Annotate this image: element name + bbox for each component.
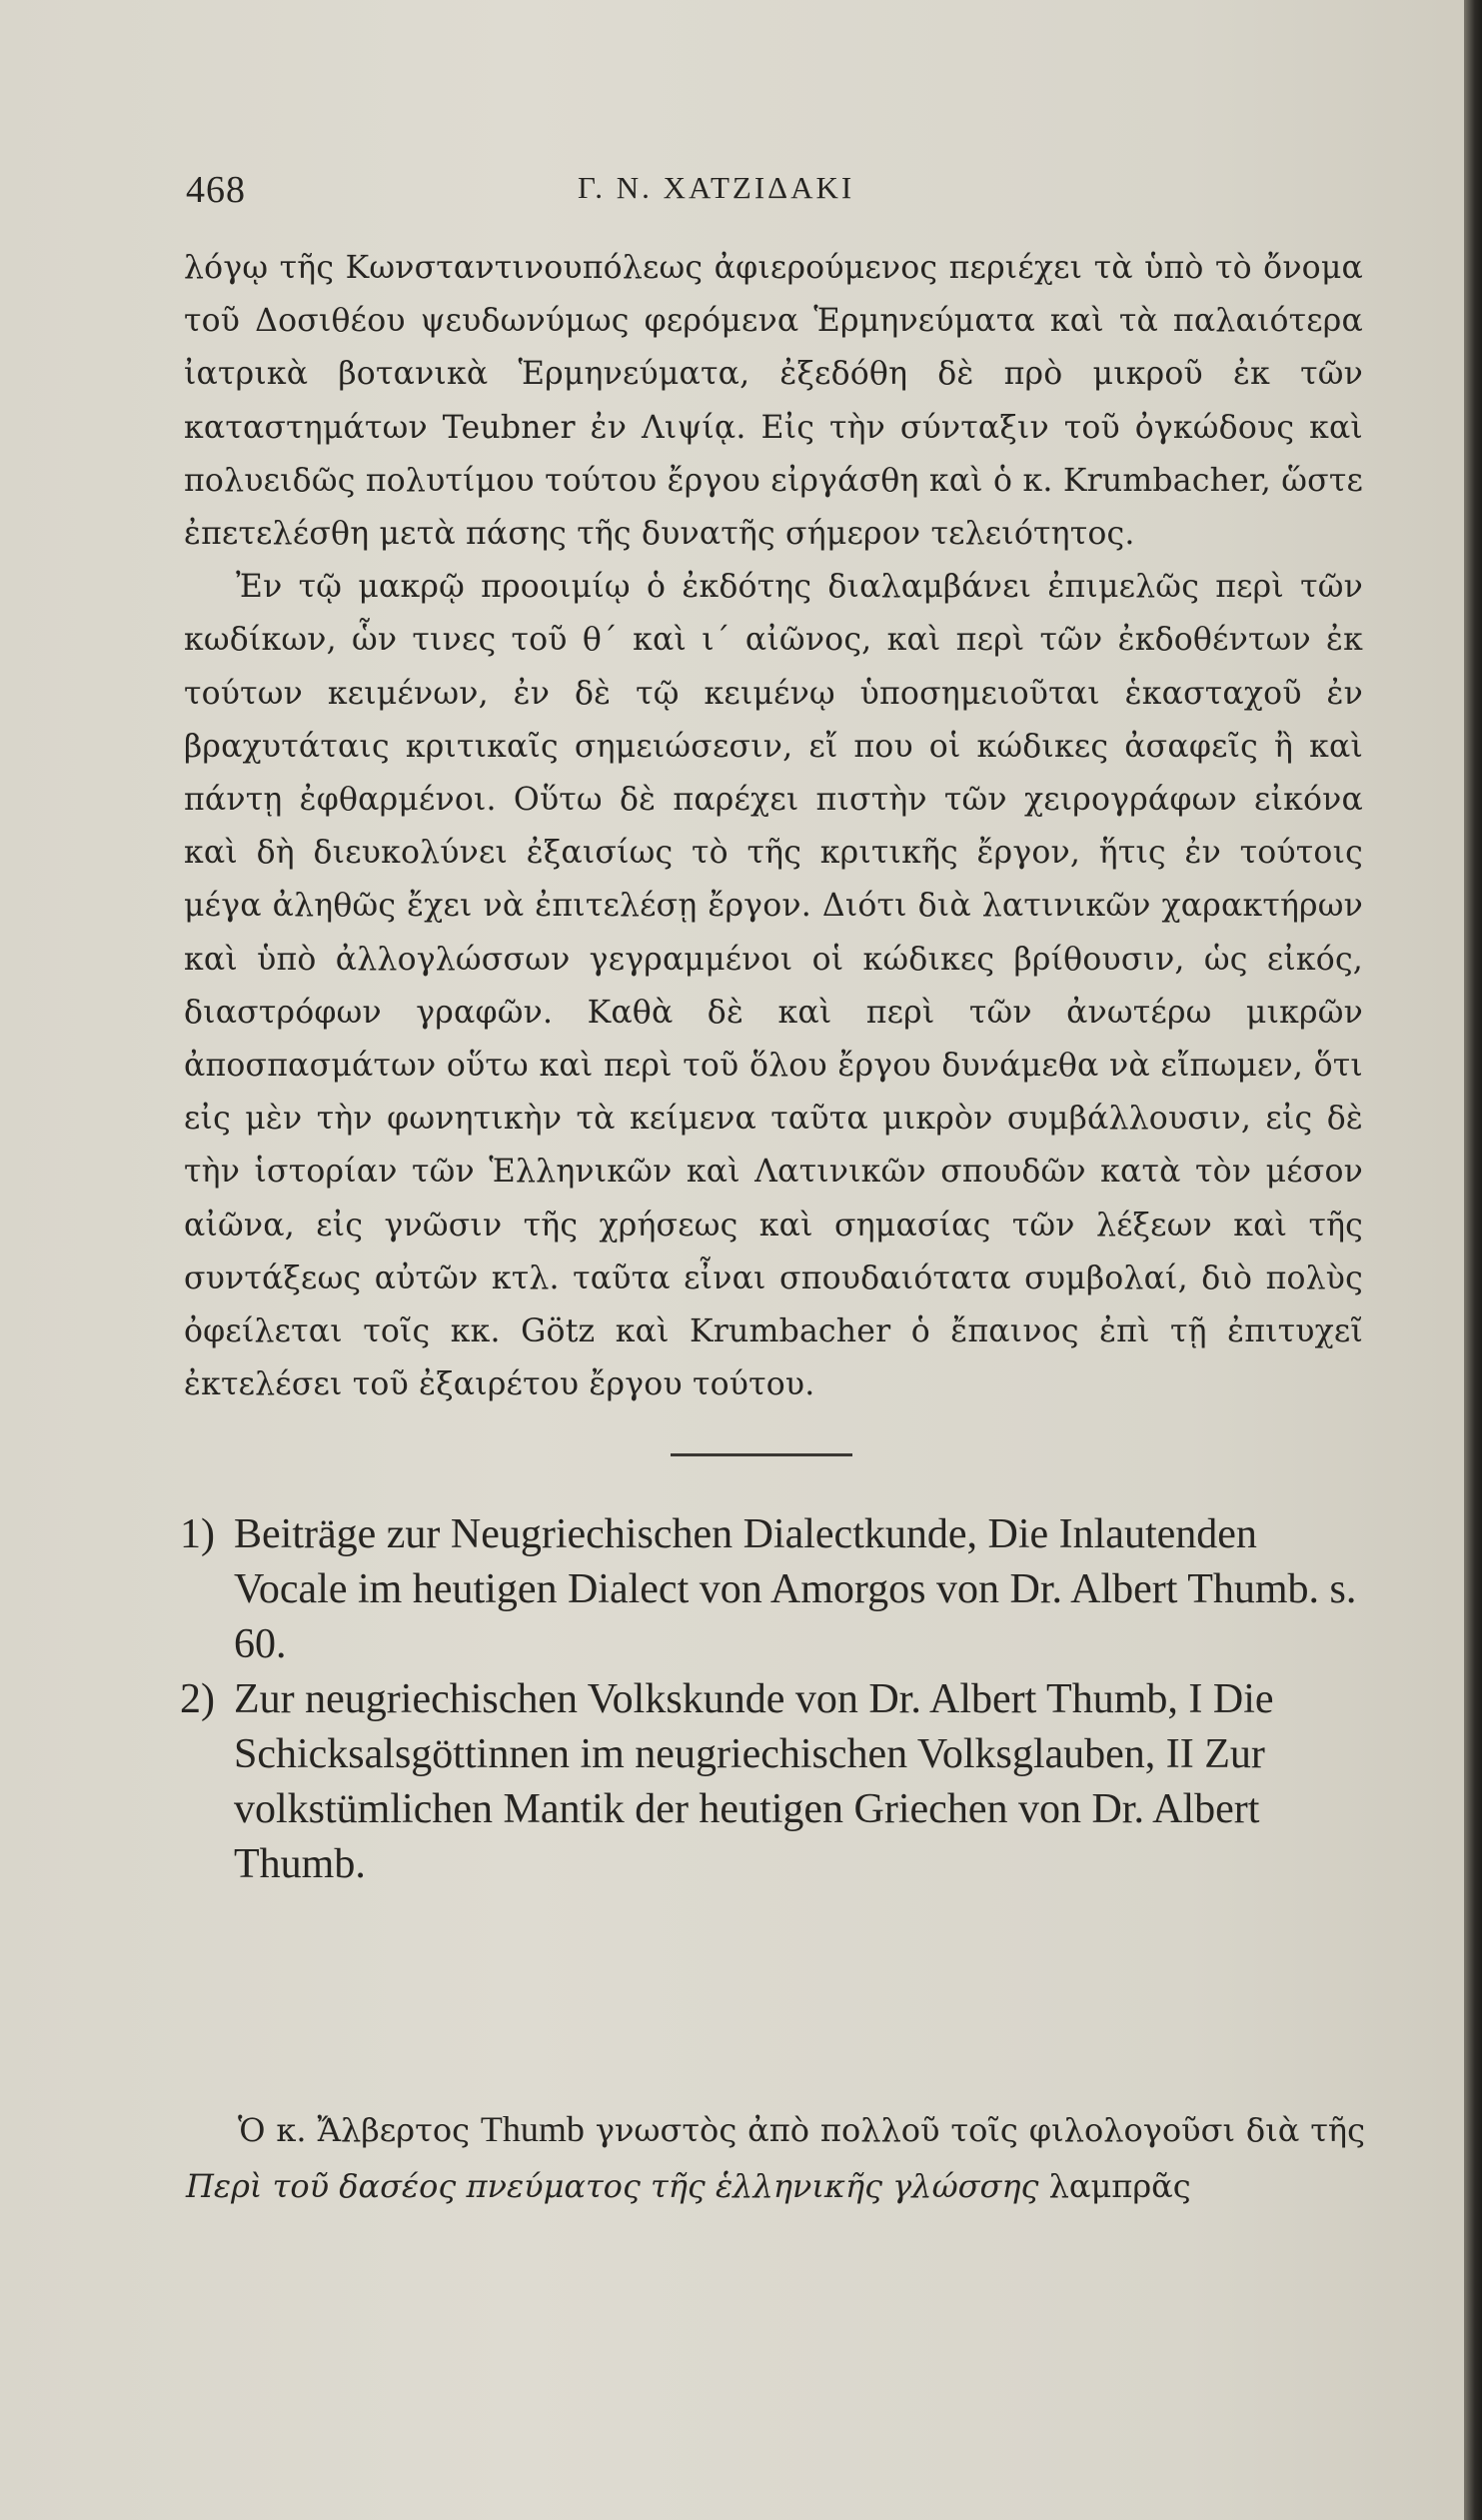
footnote-2-text: Zur neugriechischen Volkskunde von Dr. Albert Thumb, I Die Schicksalsgöttinnen im neugriechischen Volksglauben, II Zur volkstümlichen Mantik der heutigen Griechen von Dr. Albert Thumb. <box>234 1676 1274 1887</box>
book-binding-edge <box>1464 0 1482 2520</box>
paragraph-1: λόγῳ τῆς Κωνσταντινουπόλεως ἀφιερούμενος περιέχει τὰ ὑπὸ τὸ ὄνομα τοῦ Δοσιθέου ψευδωνύμως φερόμενα Ἑρμηνεύματα καὶ τὰ παλαιότερα ἰατρικὰ βοτανικὰ Ἑρμηνεύματα, ἐξεδόθη δὲ πρὸ μικροῦ ἐκ τῶν καταστημάτων Teubner ἐν Λιψίᾳ. Εἰς τὴν σύνταξιν τοῦ ὀγκώδους καὶ πολυειδῶς πολυτίμου τούτου ἔργου εἰργάσθη καὶ ὁ κ. Krumbacher, ὥστε ἐπετελέσθη μετὰ πάσης τῆς δυνατῆς σήμερον τελειότητος. <box>184 250 1363 553</box>
footnote-2 <box>180 1672 1365 1892</box>
closing-name: Thumb <box>480 2109 585 2149</box>
running-head: Γ. Ν. ΧΑΤΖΙΔΑΚΙ <box>578 170 855 205</box>
footnote-1-text: Beiträge zur Neugriechischen Dialectkunde, Die Inlautenden Vocale im heutigen Dialect von Amorgos von Dr. Albert Thumb. s. 60. <box>234 1511 1357 1667</box>
footnote-1-number: 1) <box>180 1511 215 1557</box>
closing-tail: λαμπρᾶς <box>1048 2167 1191 2205</box>
page-header <box>186 168 1345 218</box>
body-text <box>184 242 1363 1411</box>
page-number: 468 <box>186 169 246 211</box>
closing-lead: Ὁ κ. Ἄλβερτος <box>238 2111 471 2149</box>
closing-middle: γνωστὸς ἀπὸ πολλοῦ τοῖς φιλολογοῦσι διὰ τῆς <box>595 2111 1366 2149</box>
footnote-2-number: 2) <box>180 1676 215 1722</box>
closing-paragraph <box>186 2101 1365 2214</box>
footnotes <box>180 1507 1365 1892</box>
footnote-separator-rule <box>671 1453 852 1456</box>
closing-italic-title: Περὶ τοῦ δασέος πνεύματος τῆς ἑλληνικῆς γλώσσης <box>186 2167 1039 2205</box>
paragraph-2: Ἐν τῷ μακρῷ προοιμίῳ ὁ ἐκδότης διαλαμβάνει ἐπιμελῶς περὶ τῶν κωδίκων, ὧν τινες τοῦ θ΄ καὶ ι΄ αἰῶνος, καὶ περὶ τῶν ἐκδοθέντων ἐκ τούτων κειμένων, ἐν δὲ τῷ κειμένῳ ὑποσημειοῦται ἑκασταχοῦ ἐν βραχυτάταις κριτικαῖς σημειώσεσιν, εἴ που οἱ κώδικες ἀσαφεῖς ἢ καὶ πάντῃ ἐφθαρμένοι. Οὕτω δὲ παρέχει πιστὴν τῶν χειρογράφων εἰκόνα καὶ δὴ διευκολύνει ἐξαισίως τὸ τῆς κριτικῆς ἔργον, ἥτις ἐν τούτοις μέγα ἀληθῶς ἔχει νὰ ἐπιτελέσῃ ἔργον. Διότι διὰ λατινικῶν χαρακτήρων καὶ ὑπὸ ἀλλογλώσσων γεγραμμένοι οἱ κώδικες βρίθουσιν, ὡς εἰκός, διαστρόφων γραφῶν. Καθὰ δὲ καὶ περὶ τῶν ἀνωτέρω μικρῶν ἀποσπασμάτων οὕτω καὶ περὶ τοῦ ὅλου ἔργου δυνάμεθα νὰ εἴπωμεν, ὅτι εἰς μὲν τὴν φωνητικὴν τὰ κείμενα ταῦτα μικρὸν συμβάλλουσιν, εἰς δὲ τὴν ἱστορίαν τῶν Ἑλληνικῶν καὶ Λατινικῶν σπουδῶν κατὰ τὸν μέσον αἰῶνα, εἰς γνῶσιν τῆς χρήσεως καὶ σημασίας τῶν λέξεων καὶ τῆς συντάξεως αὐτῶν κτλ. ταῦτα εἶναι σπουδαιότατα συμβολαί, διὸ πολὺς ὀφείλεται τοῖς κκ. Götz καὶ Krumbacher ὁ ἔπαινος ἐπὶ τῇ ἐπιτυχεῖ ἐκτελέσει τοῦ ἐξαιρέτου ἔργου τούτου. <box>184 569 1363 1403</box>
footnote-1 <box>180 1507 1365 1672</box>
